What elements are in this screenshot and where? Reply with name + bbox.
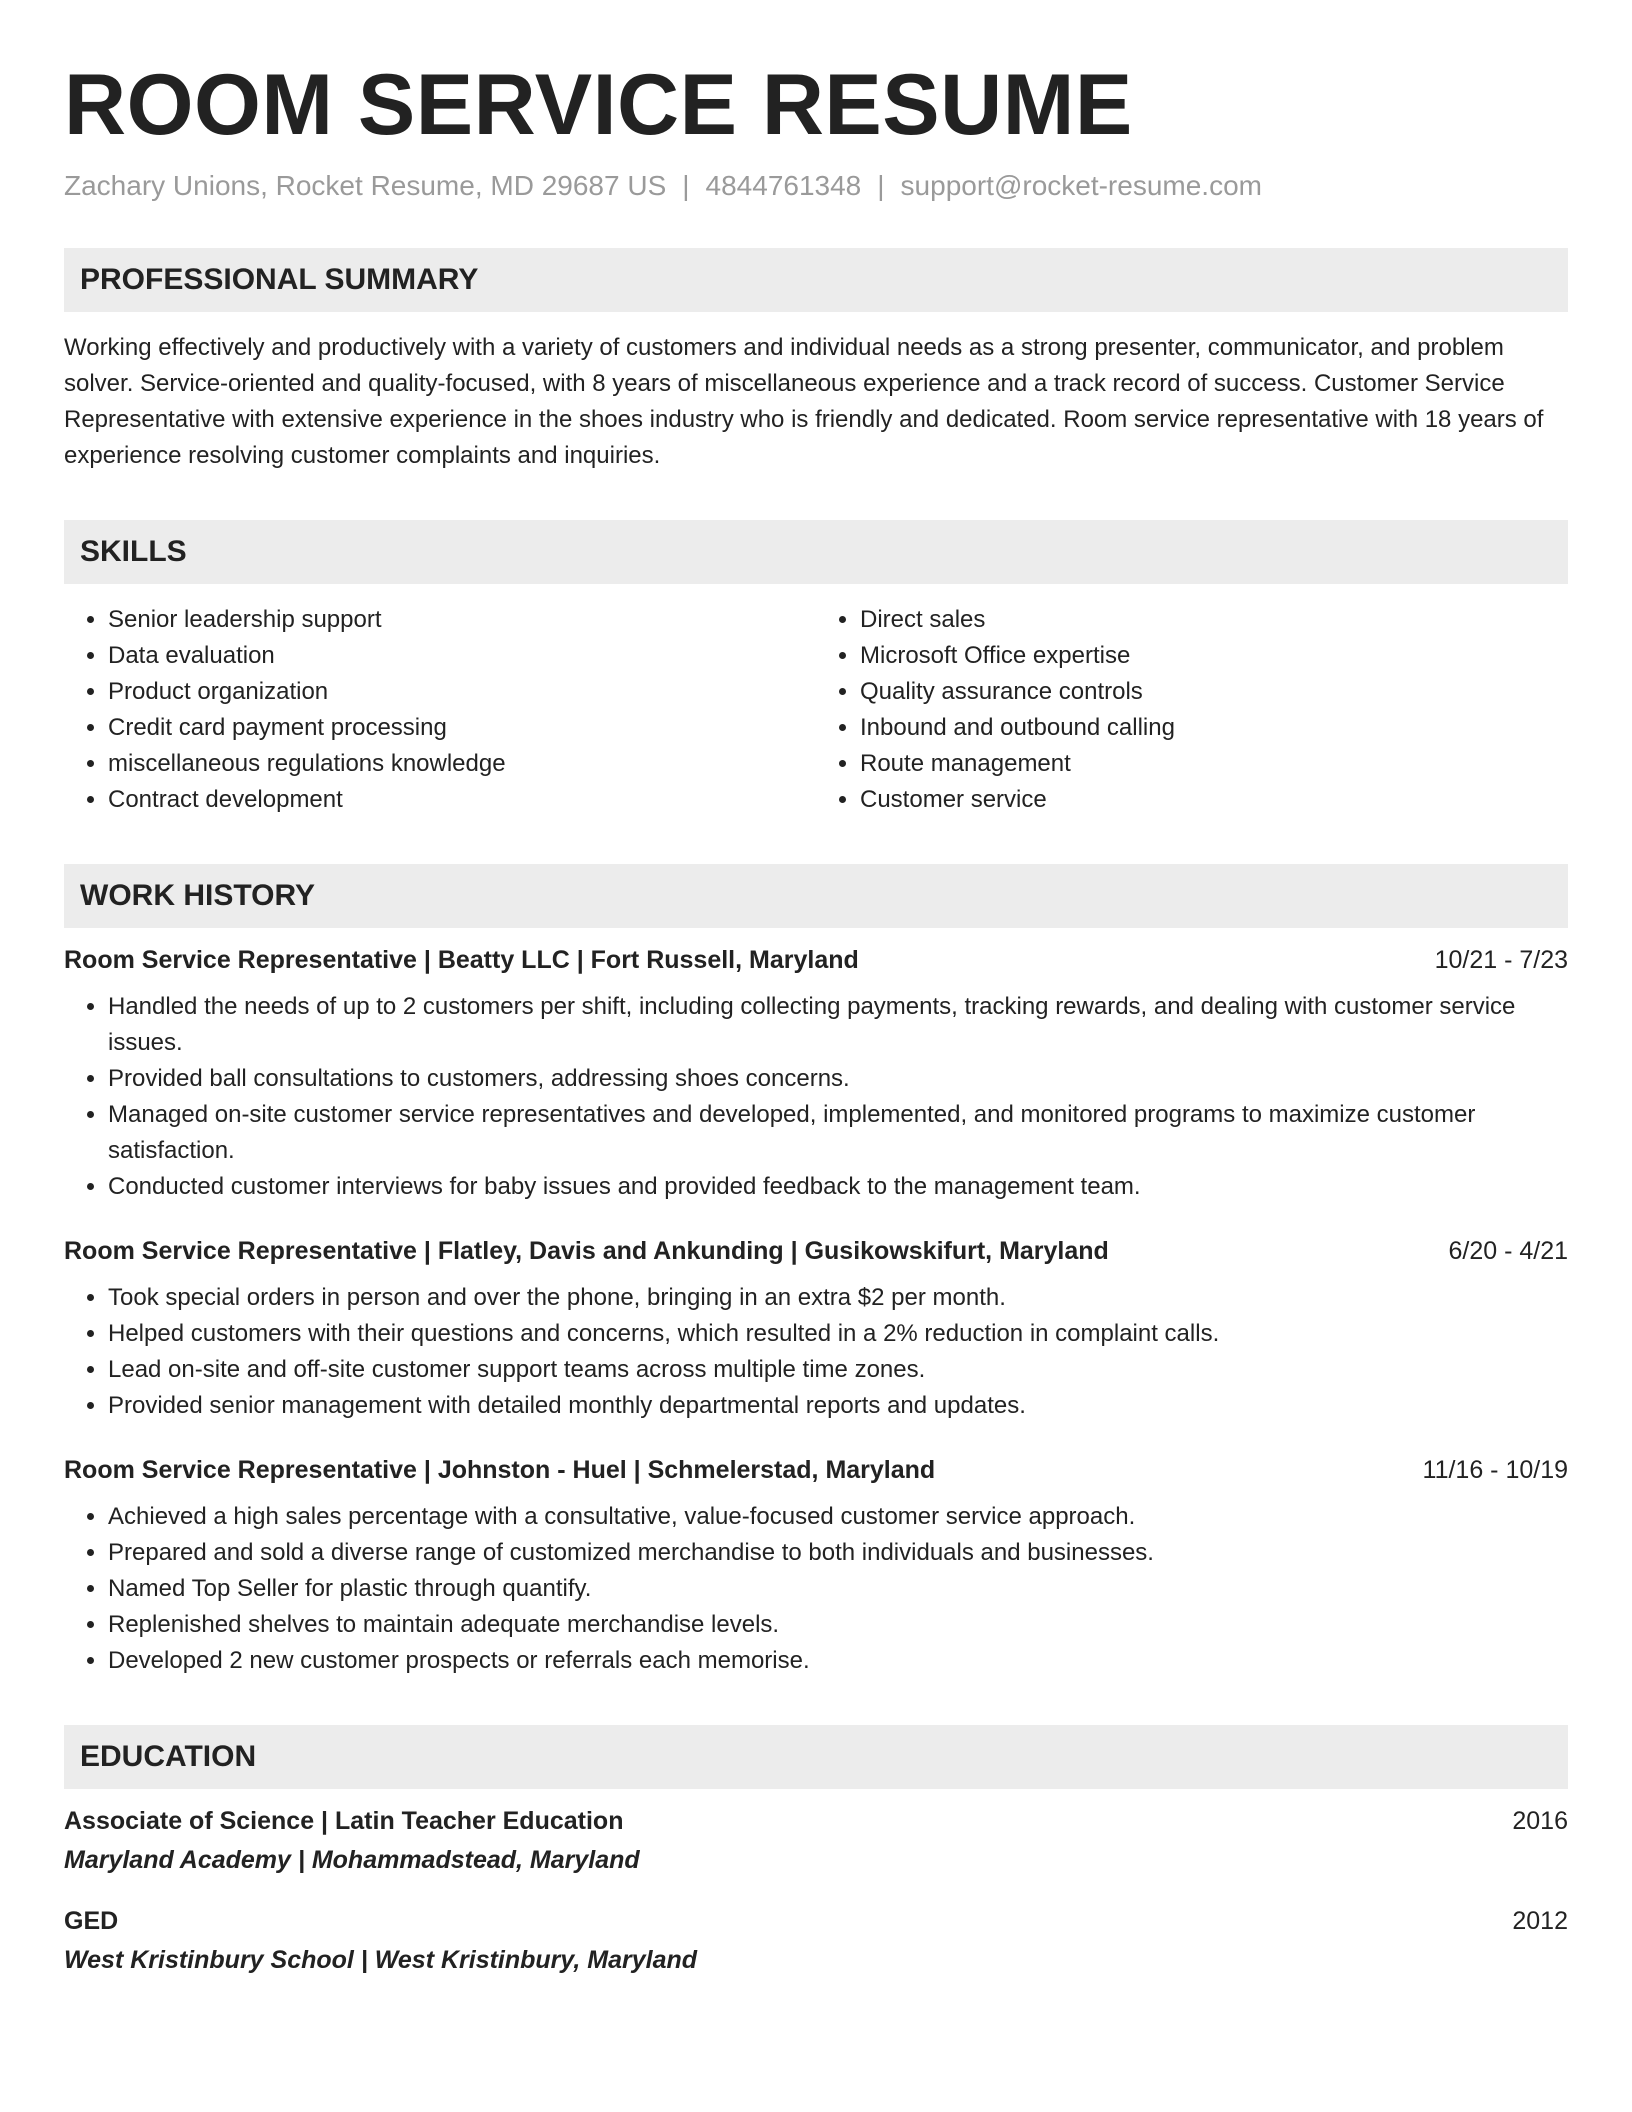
summary-heading: PROFESSIONAL SUMMARY [64,248,1568,312]
skill-item: • Microsoft Office expertise [860,638,1568,674]
work-history-heading: WORK HISTORY [64,864,1568,928]
skill-item: • Inbound and outbound calling [860,710,1568,746]
job-title: Room Service Representative | Johnston - Huel | Schmelerstad, Maryland [64,1456,936,1485]
education-school: Maryland Academy | Mohammadstead, Maryland [64,1846,640,1875]
skill-item: • Customer service [860,782,1568,818]
job-entry [64,1237,1568,1424]
summary-text: Working effectively and productively with a variety of customers and individual needs as a strong presenter, communicator, and problem solver. Service-oriented and quality-focused, with 8 years of miscellaneous experience and a track record of success. Customer Service Representative with extensive experience in the shoes industry who is friendly and dedicated. Room service representative with 18 years of experience resolving customer complaints and inquiries. [64,334,1544,470]
job-dates: 10/21 - 7/23 [1434,946,1568,975]
skill-item: • Product organization [108,674,816,710]
contact-address: Zachary Unions, Rocket Resume, MD 29687 US [64,170,667,202]
skill-item: • Direct sales [860,602,1568,638]
education-entry [64,1807,1568,1875]
job-bullet: • Developed 2 new customer prospects or referrals each memorise. [108,1643,1568,1679]
education-heading: EDUCATION [64,1725,1568,1789]
education-year: 2012 [1512,1907,1568,1936]
education-year: 2016 [1512,1807,1568,1836]
job-entry [64,1456,1568,1679]
job-bullet: • Handled the needs of up to 2 customers per shift, including collecting payments, tracking rewards, and dealing with customer service issues. [108,989,1568,1061]
education-degree: Associate of Science | Latin Teacher Education [64,1807,624,1836]
job-bullet: • Provided ball consultations to customers, addressing shoes concerns. [108,1061,1568,1097]
education-school: West Kristinbury School | West Kristinbury, Maryland [64,1946,698,1975]
job-bullet: • Helped customers with their questions and concerns, which resulted in a 2% reduction in complaint calls. [108,1316,1568,1352]
skills-section [64,602,1568,818]
education-entry [64,1907,1568,1975]
skill-item: • miscellaneous regulations knowledge [108,746,816,782]
job-bullet: • Conducted customer interviews for baby issues and provided feedback to the management team. [108,1169,1568,1205]
education-section [64,1807,1568,1975]
skill-item: • Senior leadership support [108,602,816,638]
skills-heading: SKILLS [64,520,1568,584]
job-title: Room Service Representative | Flatley, Davis and Ankunding | Gusikowskifurt, Maryland [64,1237,1109,1266]
contact-separator: | [682,170,690,202]
contact-email: support@rocket-resume.com [900,170,1262,202]
skill-item: • Contract development [108,782,816,818]
job-bullet: • Replenished shelves to maintain adequate merchandise levels. [108,1607,1568,1643]
job-bullet: • Lead on-site and off-site customer support teams across multiple time zones. [108,1352,1568,1388]
skills-list-left [64,602,816,818]
job-bullet: • Managed on-site customer service representatives and developed, implemented, and monitored programs to maximize customer satisfaction. [108,1097,1568,1169]
education-degree: GED [64,1907,119,1936]
contact-line [64,170,1568,202]
skill-item: • Data evaluation [108,638,816,674]
summary-section [64,330,1568,474]
contact-separator: | [877,170,885,202]
skill-item: • Quality assurance controls [860,674,1568,710]
work-history-section [64,946,1568,1679]
job-title: Room Service Representative | Beatty LLC | Fort Russell, Maryland [64,946,859,975]
job-bullet: • Took special orders in person and over the phone, bringing in an extra $2 per month. [108,1280,1568,1316]
job-bullet: • Named Top Seller for plastic through quantify. [108,1571,1568,1607]
skills-list-right [816,602,1568,818]
job-bullet: • Achieved a high sales percentage with a consultative, value-focused customer service approach. [108,1499,1568,1535]
job-entry [64,946,1568,1205]
job-dates: 6/20 - 4/21 [1448,1237,1568,1266]
job-bullet: • Provided senior management with detailed monthly departmental reports and updates. [108,1388,1568,1424]
job-bullet: • Prepared and sold a diverse range of customized merchandise to both individuals and businesses. [108,1535,1568,1571]
skill-item: • Credit card payment processing [108,710,816,746]
resume-title: ROOM SERVICE RESUME [64,57,1133,153]
contact-phone: 4844761348 [705,170,862,202]
job-dates: 11/16 - 10/19 [1422,1456,1568,1485]
skill-item: • Route management [860,746,1568,782]
